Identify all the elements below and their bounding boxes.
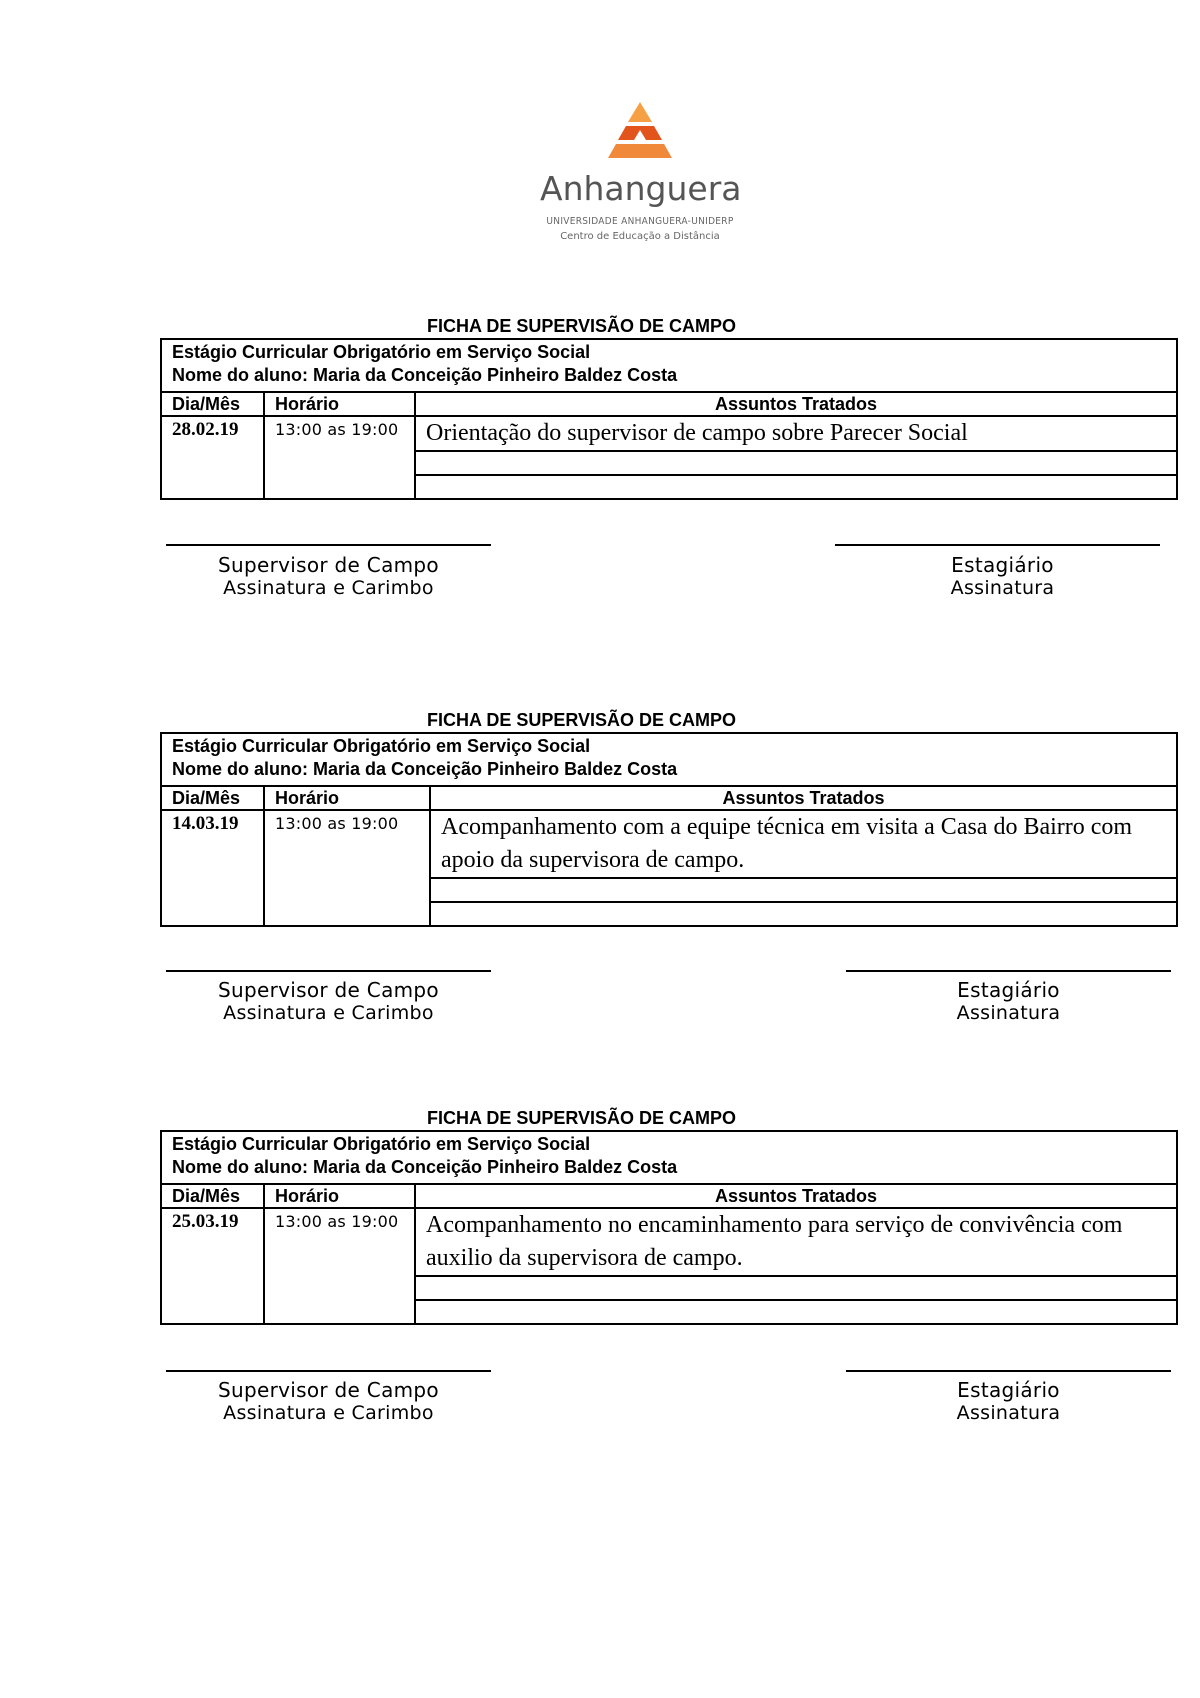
topic-cell: Acompanhamento no encaminhamento para serviço de convivência com auxilio da supervisora de campo. — [415, 1208, 1177, 1276]
form-title: FICHA DE SUPERVISÃO DE CAMPO — [427, 316, 737, 336]
student-name: Nome do aluno: Maria da Conceição Pinheiro Baldez Costa — [172, 759, 678, 779]
student-name: Nome do aluno: Maria da Conceição Pinheiro Baldez Costa — [172, 365, 678, 385]
col-time-header: Horário — [264, 1184, 415, 1208]
date-cell: 14.03.19 — [161, 810, 264, 926]
empty-row — [430, 878, 1177, 902]
col-topics-header: Assuntos Tratados — [415, 392, 1177, 416]
intern-label: Estagiário — [957, 1378, 1060, 1402]
form-title: FICHA DE SUPERVISÃO DE CAMPO — [427, 1108, 737, 1128]
topic-cell: Acompanhamento com a equipe técnica em visita a Casa do Bairro com apoio da supervisora de campo. — [430, 810, 1177, 878]
supervisor-label: Supervisor de Campo — [218, 1378, 439, 1402]
col-date-header: Dia/Mês — [161, 786, 264, 810]
col-time-header: Horário — [264, 786, 430, 810]
intern-label: Estagiário — [951, 553, 1054, 577]
internship-label: Estágio Curricular Obrigatório em Serviço Social — [172, 1134, 591, 1154]
empty-row — [415, 451, 1177, 475]
intern-signature-line — [846, 970, 1171, 972]
supervisor-sublabel: Assinatura e Carimbo — [223, 1002, 434, 1024]
empty-row — [415, 475, 1177, 499]
intern-signature — [846, 978, 1171, 1024]
time-cell: 13:00 as 19:00 — [264, 810, 430, 926]
empty-row — [430, 902, 1177, 926]
intern-label: Estagiário — [957, 978, 1060, 1002]
supervisor-signature — [166, 553, 491, 599]
internship-label: Estágio Curricular Obrigatório em Serviço Social — [172, 736, 591, 756]
col-time-header: Horário — [264, 392, 415, 416]
supervisor-signature-line — [166, 1370, 491, 1372]
empty-row — [415, 1300, 1177, 1324]
supervision-form — [160, 732, 1178, 927]
supervisor-signature-line — [166, 544, 491, 546]
time-cell: 13:00 as 19:00 — [264, 416, 415, 499]
col-topics-header: Assuntos Tratados — [415, 1184, 1177, 1208]
time-cell: 13:00 as 19:00 — [264, 1208, 415, 1324]
supervisor-sublabel: Assinatura e Carimbo — [223, 577, 434, 599]
intern-signature — [835, 553, 1170, 599]
supervisor-signature — [166, 1378, 491, 1424]
intern-sublabel: Assinatura — [956, 1002, 1061, 1024]
anhanguera-logo — [540, 100, 740, 260]
intern-sublabel: Assinatura — [950, 577, 1055, 599]
intern-signature-line — [846, 1370, 1171, 1372]
supervision-form — [160, 1130, 1178, 1325]
topic-cell: Orientação do supervisor de campo sobre Parecer Social — [415, 416, 1177, 451]
logo-subtitle: UNIVERSIDADE ANHANGUERA-UNIDERP — [546, 216, 734, 227]
form-info — [161, 1131, 1177, 1184]
intern-sublabel: Assinatura — [956, 1402, 1061, 1424]
form-title: FICHA DE SUPERVISÃO DE CAMPO — [427, 710, 737, 730]
supervisor-signature-line — [166, 970, 491, 972]
col-date-header: Dia/Mês — [161, 392, 264, 416]
supervisor-sublabel: Assinatura e Carimbo — [223, 1402, 434, 1424]
col-topics-header: Assuntos Tratados — [430, 786, 1177, 810]
date-cell: 25.03.19 — [161, 1208, 264, 1324]
date-cell: 28.02.19 — [161, 416, 264, 499]
supervision-form — [160, 338, 1178, 500]
form-info — [161, 339, 1177, 392]
intern-signature-line — [835, 544, 1160, 546]
supervisor-label: Supervisor de Campo — [218, 978, 439, 1002]
internship-label: Estágio Curricular Obrigatório em Serviço Social — [172, 342, 591, 362]
supervisor-signature — [166, 978, 491, 1024]
form-info — [161, 733, 1177, 786]
student-name: Nome do aluno: Maria da Conceição Pinheiro Baldez Costa — [172, 1157, 678, 1177]
supervisor-label: Supervisor de Campo — [218, 553, 439, 577]
col-date-header: Dia/Mês — [161, 1184, 264, 1208]
anhanguera-triangle-icon — [600, 100, 680, 168]
empty-row — [415, 1276, 1177, 1300]
logo-subtitle-2: Centro de Educação a Distância — [560, 231, 720, 242]
logo-name: Anhanguera — [540, 169, 742, 208]
intern-signature — [846, 1378, 1171, 1424]
